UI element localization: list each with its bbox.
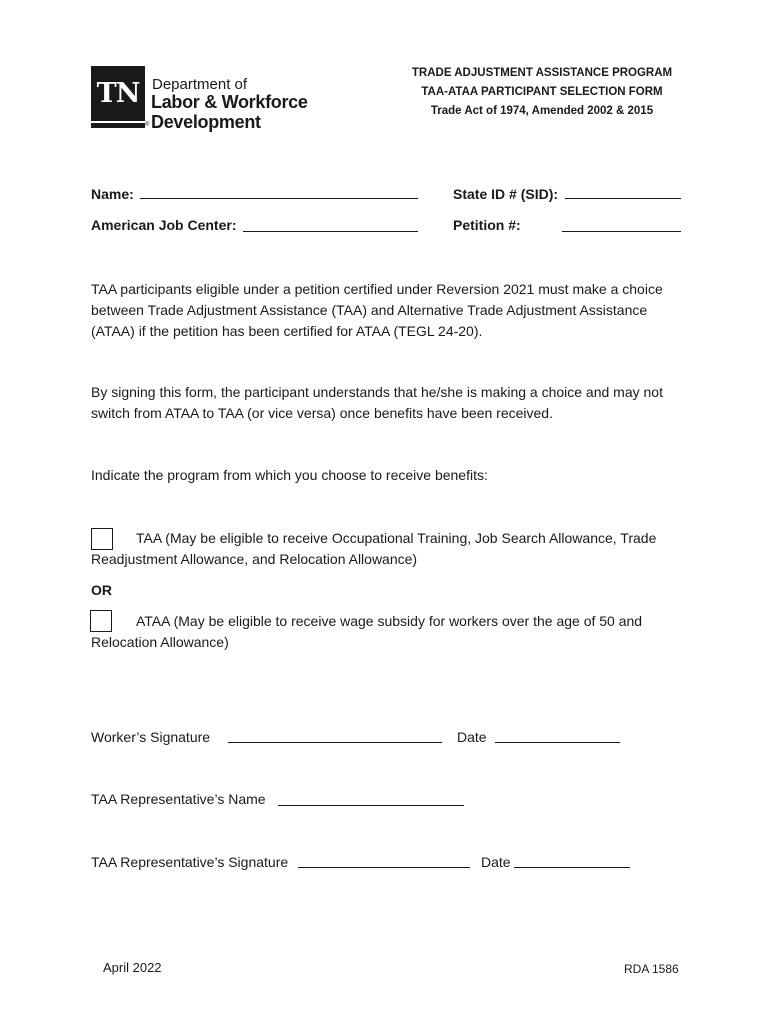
sid-field[interactable] xyxy=(565,198,681,199)
acknowledgement-paragraph: By signing this form, the participant understands that he/she is making a choice and may not switch from ATAA to TAA (or vice versa) once benefits have been received. xyxy=(91,384,663,421)
registered-mark: ® xyxy=(145,122,150,128)
worker-date-field[interactable] xyxy=(495,742,620,743)
taa-option-text: TAA (May be eligible to receive Occupational Training, Job Search Allowance, Trade Readjustment Allowance, and Relocation Allowance) xyxy=(91,530,657,567)
logo-text-development: Development xyxy=(151,112,261,132)
rep-name-label: TAA Representative’s Name xyxy=(91,791,266,807)
header-program-title: TRADE ADJUSTMENT ASSISTANCE PROGRAM xyxy=(411,67,673,79)
footer-form-id: RDA 1586 xyxy=(624,962,679,976)
eligibility-paragraph: TAA participants eligible under a petition certified under Reversion 2021 must make a choice between Trade Adjustment Assistance (TAA) and Alternative Trade Adjustment Assistance (ATAA) if the petition has been certified for ATAA (TEGL 24-20). xyxy=(91,281,663,339)
rep-date-field[interactable] xyxy=(514,867,630,868)
petition-label: Petition #: xyxy=(453,217,521,233)
worker-signature-label: Worker’s Signature xyxy=(91,729,211,745)
instruction-text: Indicate the program from which you choose to receive benefits: xyxy=(91,467,488,483)
ataa-option-text: ATAA (May be eligible to receive wage subsidy for workers over the age of 50 and Relocation Allowance) xyxy=(91,613,643,650)
rep-date-label: Date xyxy=(481,854,511,870)
petition-field[interactable] xyxy=(562,231,681,232)
logo-text-department: Department of xyxy=(152,76,248,93)
name-field[interactable] xyxy=(140,198,418,199)
logo-underline xyxy=(91,123,145,128)
worker-date-label: Date xyxy=(457,729,487,745)
sid-label: State ID # (SID): xyxy=(453,186,559,202)
worker-signature-field[interactable] xyxy=(228,742,442,743)
tn-logo-mark: TN xyxy=(91,66,145,121)
logo-text-labor: Labor & Workforce xyxy=(151,92,308,112)
name-label: Name: xyxy=(91,186,134,202)
ajc-field[interactable] xyxy=(243,231,418,232)
rep-name-field[interactable] xyxy=(278,805,464,806)
ajc-label: American Job Center: xyxy=(91,217,237,233)
header-act-reference: Trade Act of 1974, Amended 2002 & 2015 xyxy=(430,105,654,117)
rep-signature-field[interactable] xyxy=(298,867,470,868)
header-form-title: TAA-ATAA PARTICIPANT SELECTION FORM xyxy=(421,86,663,98)
rep-signature-label: TAA Representative’s Signature xyxy=(91,854,289,870)
or-label: OR xyxy=(91,582,112,598)
footer-date: April 2022 xyxy=(103,960,162,975)
